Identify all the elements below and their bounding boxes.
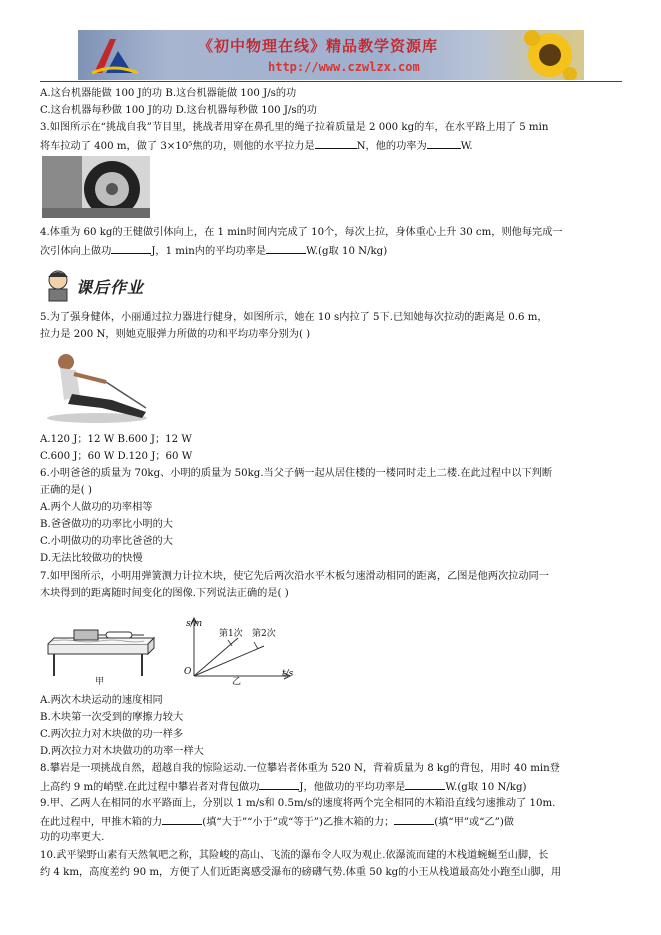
banner-title: 《初中物理在线》精品教学资源库: [198, 37, 439, 55]
q2-options-ab: A.这台机器能做 100 J的功 B.这台机器能做 100 J/s的功: [40, 88, 297, 99]
q4-blank-power[interactable]: [266, 243, 306, 254]
label-jia: 甲: [95, 677, 105, 687]
q9-line-3: 功的功率更大.: [40, 832, 105, 843]
site-logo-icon: [88, 33, 140, 77]
q2-options-cd: C.这台机器每秒做 100 J的功 D.这台机器每秒做 100 J/s的功: [40, 105, 317, 116]
q6-option-d: D.无法比较做功的快慢: [40, 553, 143, 564]
header-banner: [78, 30, 584, 80]
q6-option-b: B.爸爸做功的功率比小明的大: [40, 519, 173, 530]
q3-blank-force[interactable]: [315, 138, 357, 149]
legend-first: 第1次: [219, 629, 243, 639]
q6-line-2: 正确的是( ): [40, 485, 92, 496]
y-axis-label: s/m: [186, 619, 203, 629]
header-rule: [40, 81, 622, 82]
q6-line-1: 6.小明爸爸的质量为 70kg、小明的质量为 50kg.当父子俩一起从居住楼的一楼同时走上二楼.在此过程中以下判断: [40, 468, 553, 479]
q7-option-c: C.两次拉力对木块做的功一样多: [40, 729, 184, 740]
q3-line-2: [40, 138, 473, 153]
q6-option-c: C.小明做功的功率比爸爸的大: [40, 536, 173, 547]
section-label: 课后作业: [76, 278, 145, 297]
q5-options-cd: C.600 J；60 W D.120 J；60 W: [40, 451, 193, 462]
q9-blank-compare[interactable]: [162, 814, 202, 825]
legend-second: 第2次: [252, 629, 276, 639]
q7-line-1: 7.如甲图所示，小明用弹簧测力计拉木块，使它先后两次沿水平木板匀速滑动相同的距离，乙图是他两次拉动同一: [40, 571, 549, 582]
q4-blank-work[interactable]: [111, 243, 151, 254]
origin-label: O: [184, 667, 192, 677]
q5-line-1: 5.为了强身健体，小丽通过拉力器进行健身，如图所示，她在 10 s内拉了 5下.已知她每次拉动的距离是 0.6 m，: [40, 312, 548, 323]
q9-text-end: (填“甲”或“乙”)做: [434, 817, 514, 828]
label-yi: 乙: [232, 677, 242, 687]
q10-line-1: 10.武平梁野山素有天然氧吧之称，其险峻的高山、飞流的瀑布令人叹为观止.依瀑流而建的木栈道蜿蜒至山脚，长: [40, 850, 549, 861]
q4-line-2: [40, 243, 387, 258]
student-cartoon-icon: [40, 267, 76, 303]
q8-text-end: W.(g取 10 N/kg): [445, 782, 527, 793]
q4-line-1: 4.体重为 60 kg的王健做引体向上，在 1 min时间内完成了 10个，每次上拉，身体重心上升 30 cm，则他每完成一: [40, 227, 563, 238]
q3-text: 将车拉动了 400 m，做了 3×10⁵焦的功，则他的水平拉力是: [40, 141, 315, 152]
q3-text-end: W.: [460, 141, 473, 152]
q9-text-mid: (填“大于”“小于”或“等于”)乙推木箱的力；: [202, 817, 395, 828]
q6-option-a: A.两个人做功的功率相等: [40, 502, 153, 513]
tire-photo: [42, 156, 150, 218]
q9-text: 在此过程中，甲推木箱的力: [40, 817, 163, 828]
q7-option-b: B.木块第一次受到的摩擦力较大: [40, 712, 184, 723]
q7-line-2: 木块得到的距离随时间变化的图像.下列说法正确的是( ): [40, 588, 289, 599]
homework-section-header: [40, 267, 170, 303]
sunflower-icon: [520, 30, 580, 80]
q8-text-mid: J，他做功的平均功率是: [299, 782, 406, 793]
q7-option-d: D.两次拉力对木块做功的功率一样大: [40, 746, 204, 757]
q8-line-2: [40, 779, 526, 794]
exerciser-photo: [42, 348, 152, 424]
q10-line-2: 约 4 km，高度差约 90 m，方便了人们近距离感受瀑布的磅礴气势.体重 50 kg的小王从栈道最高处小跑至山脚，用: [40, 867, 562, 878]
x-axis-label: t/s: [282, 669, 294, 679]
q5-options-ab: A.120 J；12 W B.600 J；12 W: [40, 434, 192, 445]
banner-url[interactable]: http://www.czwlzx.com: [268, 60, 420, 74]
q9-blank-who[interactable]: [394, 814, 434, 825]
q3-text-mid: N，他的功率为: [356, 141, 427, 152]
q4-text-end: W.(g取 10 N/kg): [306, 246, 388, 257]
q7-option-a: A.两次木块运动的速度相同: [40, 695, 163, 706]
q3-line-1: 3.如图所示在“挑战自我”节目里，挑战者用穿在鼻孔里的绳子拉着质量是 2 000 kg的车，在水平路上用了 5 min: [40, 122, 549, 133]
q3-blank-power[interactable]: [427, 138, 461, 149]
q8-blank-power[interactable]: [405, 779, 445, 790]
q9-line-1: 9.甲、乙两人在相同的水平路面上，分别以 1 m/s和 0.5m/s的速度将两个完全相同的木箱沿直线匀速推动了 10m.: [40, 798, 556, 809]
q4-text-mid: J，1 min内的平均功率是: [151, 246, 267, 257]
q5-line-2: 拉力是 200 N，则她克服弹力所做的功和平均功率分别为( ): [40, 329, 311, 340]
q8-text: 上高约 9 m的峭壁.在此过程中攀岩者对背包做功: [40, 782, 260, 793]
q4-text: 次引体向上做功: [40, 246, 112, 257]
q9-line-2: [40, 814, 514, 829]
q8-blank-work[interactable]: [259, 779, 299, 790]
q8-line-1: 8.攀岩是一项挑战自然，超越自我的惊险运动.一位攀岩者体重为 520 N，背着质量为 8 kg的背包，用时 40 min登: [40, 763, 560, 774]
